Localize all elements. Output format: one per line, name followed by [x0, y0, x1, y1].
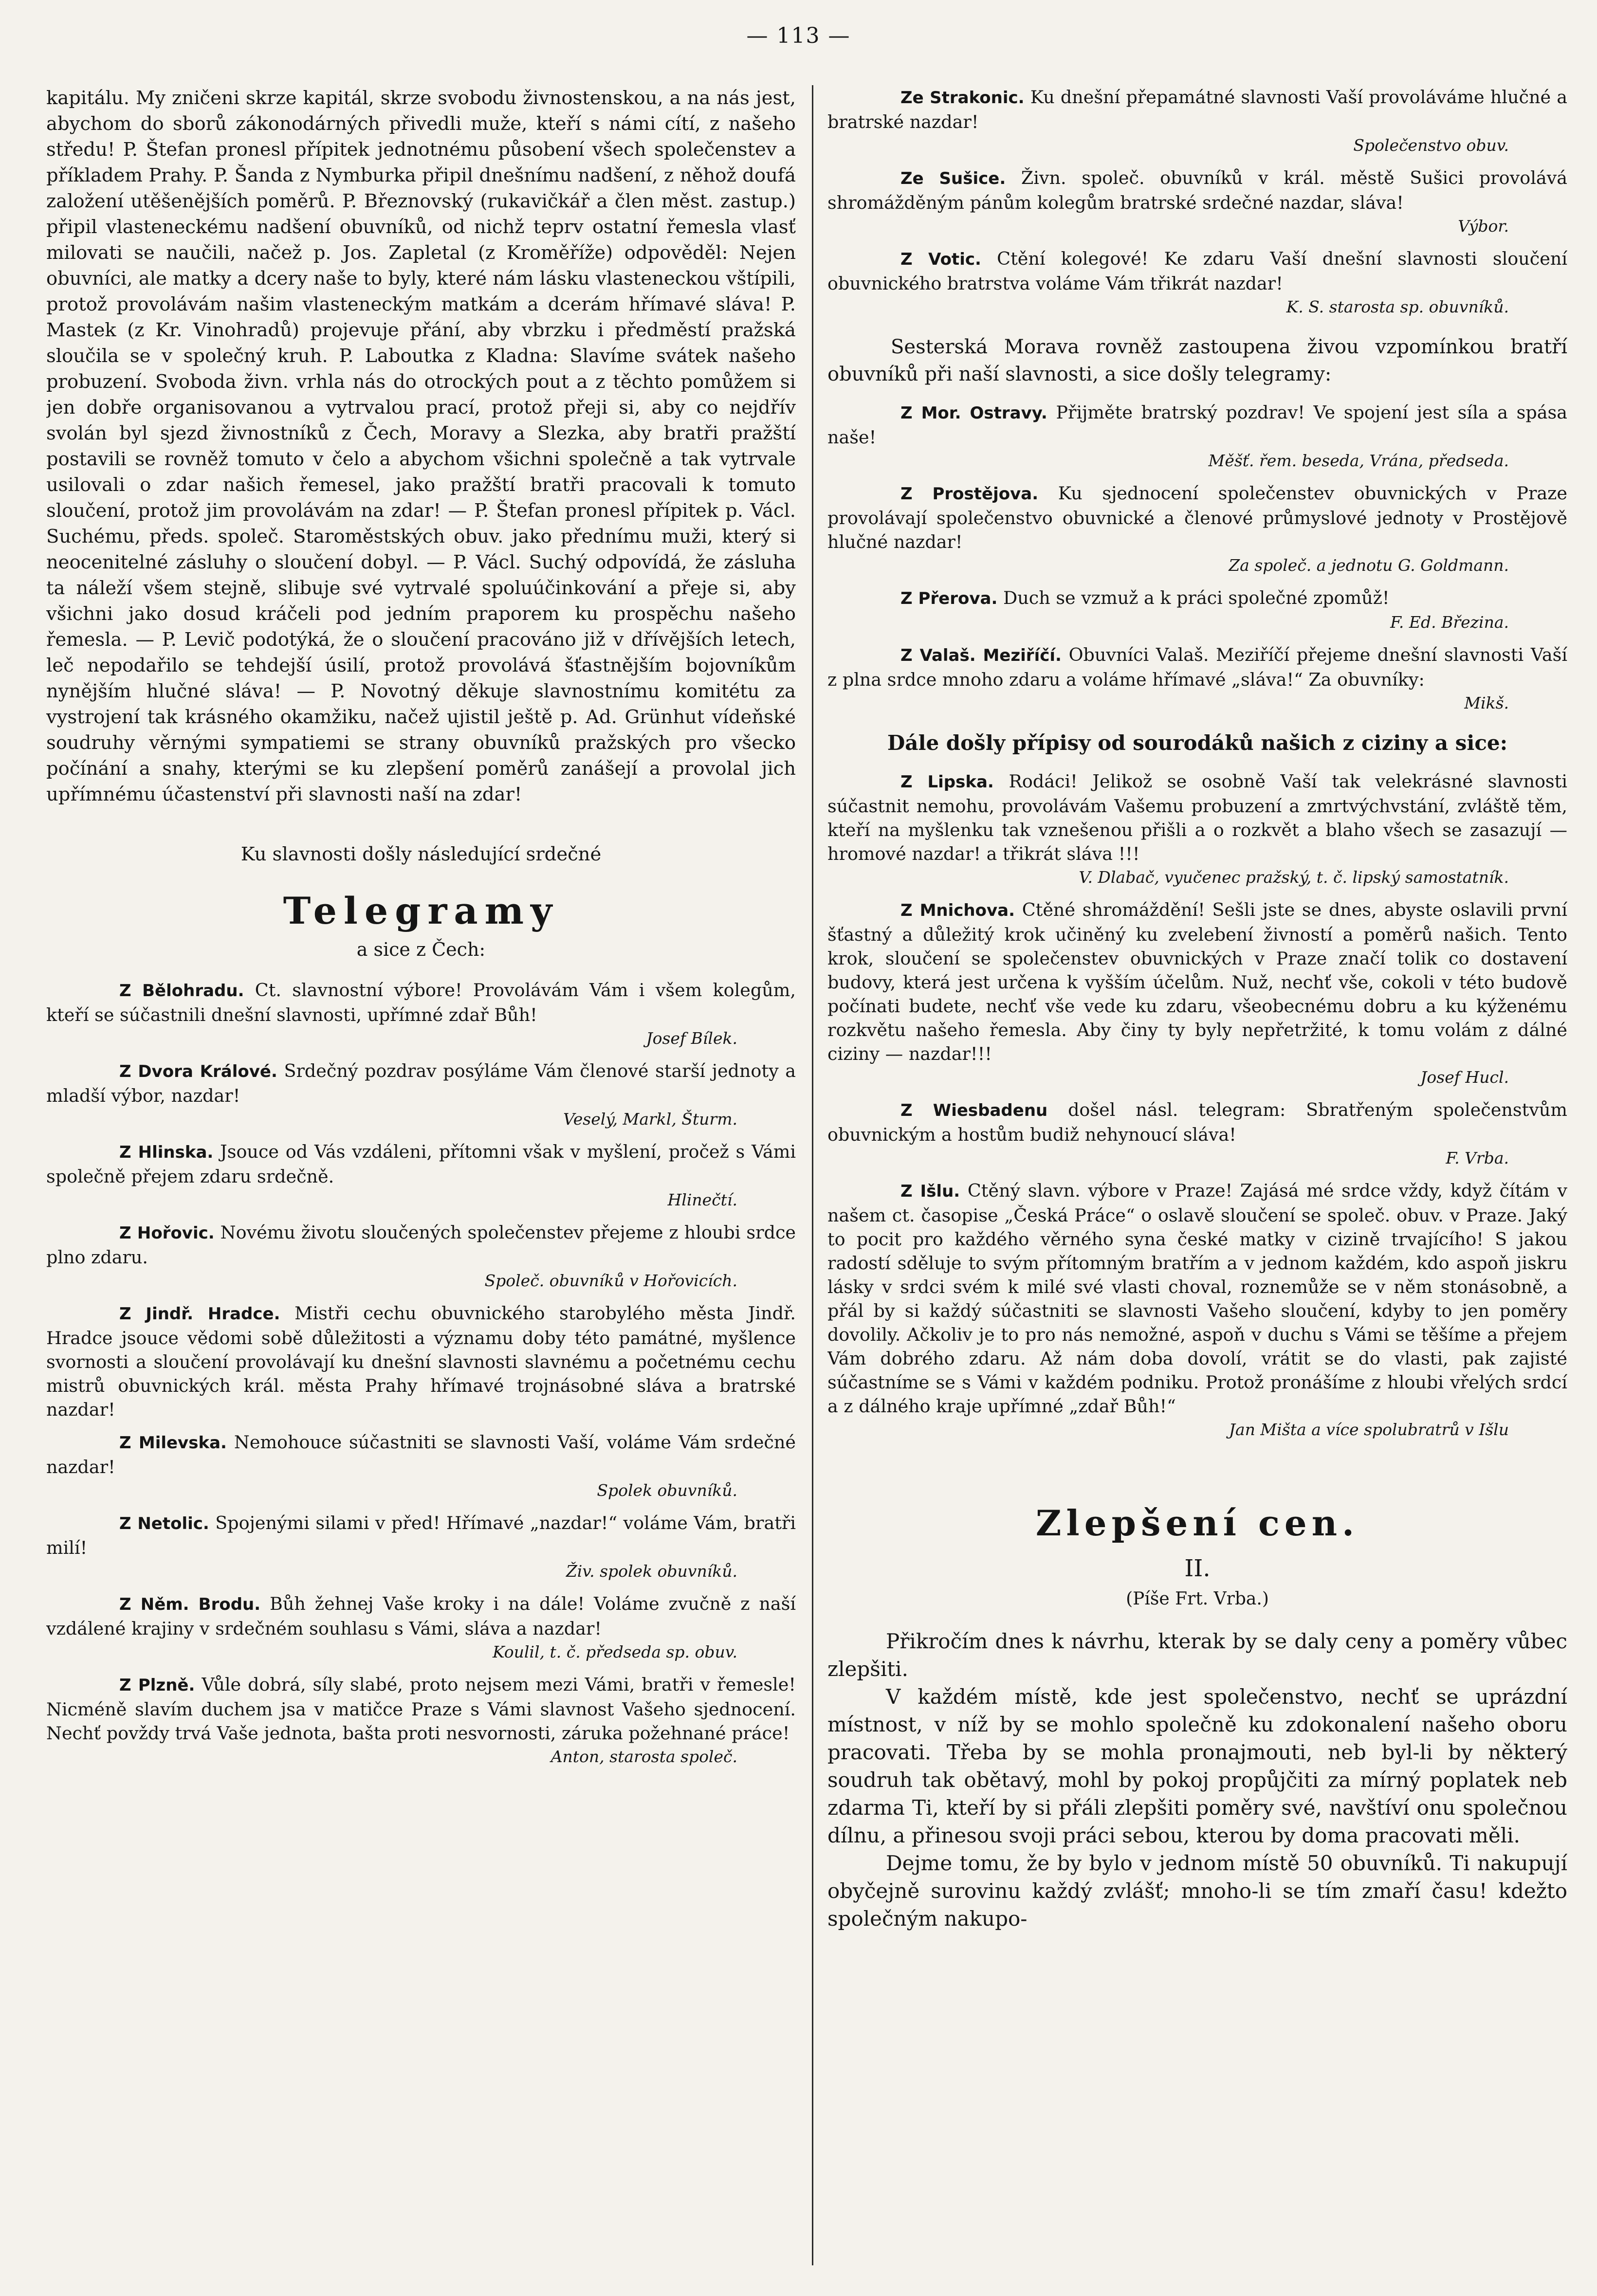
telegram-message: Novému životu sloučených společenstev přejeme z hloubi srdce plno zdaru.: [46, 1222, 796, 1268]
telegram-signature: Hlinečtí.: [667, 1190, 737, 1209]
telegram-list-bohemia: [46, 978, 796, 1768]
telegramy-heading: Telegramy: [283, 889, 559, 932]
telegram-text: [46, 1301, 796, 1421]
telegram-message: Bůh žehnej Vaše kroky i na dále! Voláme zvučně z naší vzdálené krajiny v srdečném souhlasu s Vámi, sláva a nazdar!: [46, 1593, 796, 1639]
telegram-signature: Měšť. řem. beseda, Vrána, předseda.: [1208, 451, 1509, 470]
telegram-message: došel násl. telegram: Sbratřeným společenstvům obuvnickým a hostům budiž nehynoucí sláva!: [827, 1099, 1567, 1145]
telegram-place: Z Wiesbadenu: [900, 1101, 1048, 1120]
telegram-signature: Mikš.: [1464, 693, 1509, 712]
telegram-text: [46, 978, 796, 1027]
telegram-place: Z Plzně.: [119, 1676, 195, 1695]
telegram-entry: [827, 247, 1567, 319]
telegram-entry: [46, 1592, 796, 1664]
telegram-entry: [827, 401, 1567, 473]
telegram-text: [827, 481, 1567, 554]
telegram-place: Z Prostějova.: [900, 484, 1039, 504]
article-part: II.: [1184, 1555, 1211, 1582]
telegram-entry: [827, 898, 1567, 1089]
telegram-signature: Jan Mišta a více spolubratrů v Išlu: [1229, 1420, 1509, 1439]
telegram-text: [827, 1179, 1567, 1418]
telegram-place: Ze Sušice.: [900, 169, 1006, 188]
article-paragraph: V každém místě, kde jest společenstvo, nechť se uprázdní místnost, v níž by se mohlo společně ku zdokonalení našeho oboru pracovati. Třeba by se mohla pronajmouti, neb byl-li by některý soudruh tak obětavý, mohl by pokoj propůjčiti za mírný poplatek neb zdarma Ti, kteří by si přáli zlepšiti poměry své, navštíví onu společnou dílnu, a přinesou svoji práci sebou, kterou by doma pracovati měli.: [827, 1685, 1567, 1847]
telegram-text: [46, 1430, 796, 1479]
telegram-signature: Živ. spolek obuvníků.: [566, 1562, 737, 1581]
telegram-entry: [46, 1059, 796, 1131]
telegram-entry: [827, 166, 1567, 238]
moravia-intro: Sesterská Morava rovněž zastoupena živou vzpomínkou bratří obuvníků při naší slavnosti, a sice došly telegramy:: [827, 336, 1567, 385]
telegram-message: Živn. společ. obuvníků v král. městě Sušici provolává shromážděným pánům kolegům bratrské srdečné nazdar, sláva!: [827, 167, 1567, 213]
page-number: — 113 —: [746, 23, 851, 48]
telegram-entry: [827, 586, 1567, 634]
telegram-list-moravia: [827, 401, 1567, 715]
telegram-place: Z Jindř. Hradce.: [119, 1304, 280, 1324]
telegram-entry: [827, 1098, 1567, 1170]
telegram-entry: [46, 1673, 796, 1768]
telegram-text: [46, 1221, 796, 1269]
telegram-entry: [827, 481, 1567, 577]
telegram-list-abroad: [827, 769, 1567, 1441]
telegram-place: Z Mor. Ostravy.: [900, 403, 1047, 423]
telegram-signature: Veselý, Markl, Šturm.: [563, 1110, 737, 1129]
telegram-message: Vůle dobrá, síly slabé, proto nejsem mezi Vámi, bratři v řemesle! Nicméně slavím duchem jsa v matičce Praze s Vámi slavnost Vašeho sjednocení. Nechť povždy trvá Vaše jednota, bašta proti nesvornosti, záruka požehnané práce!: [46, 1674, 796, 1744]
telegram-text: [46, 1673, 796, 1745]
telegram-intro: Ku slavnosti došly následující srdečné: [240, 843, 602, 865]
telegram-signature: F. Ed. Březina.: [1390, 613, 1509, 632]
telegram-message: Ct. slavnostní výbore! Provolávám Vám i všem kolegům, kteří se súčastnili dnešní slavnosti, upřímné zdař Bůh!: [46, 980, 796, 1025]
telegram-signature: V. Dlabač, vyučenec pražský, t. č. lipský samostatník.: [1079, 868, 1509, 887]
telegram-entry: [827, 643, 1567, 715]
toast-report-text: kapitálu. My zničeni skrze kapitál, skrze svobodu živnostenskou, a na nás jest, abychom do sborů zákonodárných přivedli muže, kteří s námi cítí, z našeho středu! P. Štefan pronesl přípitek jednotnému působení všech společenstev a příkladem Prahy. P. Šanda z Nymburka připil dnešnímu nadšení, z něhož doufá založení utěšenějších poměrů. P. Březnovský (rukavičkář a člen měst. zastup.) připil vlasteneckému nadšení obuvníků, od nichž teprv ostatní řemesla vlasť milovati se naučili, načež p. Jos. Zapletal (z Kroměříže) odpověděl: Nejen obuvníci, ale matky a dcery naše to byly, které nám lásku vlasteneckou vštípili, protož provolávám našim vlasteneckým matkám a dcerám hřímavé sláva! P. Mastek (z Kr. Vinohradů) projevuje přání, aby vbrzku i předměstí pražská sloučila se v společný kruh. P. Laboutka z Kladna: Slavíme svátek našeho probuzení. Svoboda živn. vrhla nás do otrockých pout a z těchto pomůžem si jen dobře organisovanou a vytrvalou prací, protož přeji si, aby co nejdřív svolán byl sjezd živnostníků z Čech, Moravy a Slezka, aby bratři pražští postavili se rovněž tomuto v čelo a abychom všichni společně a tak vytrvale usilovali o zdar našich řemesel, jako pražští bratři pracovali k tomuto sloučení, protož jim provolávám na zdar! — P. Štefan pronesl přípitek p. Václ. Suchému, předs. společ. Staroměstských obuv. jako přednímu muži, který si neocenitelné zásluhy o sloučení dobyl. — P. Václ. Suchý odpovídá, že zásluha ta náleží všem stejně, slibuje své vytrvalé spoluúčinkování a přeje si, aby všichni jako dosud kráčeli pod jedním praporem ku prospěchu našeho řemesla. — P. Levič podotýká, že o sloučení pracováno již v dřívějších letech, leč nepodařilo se tehdejší úsilí, protož provolává šťastnějším bojovníkům nynějším hlučné sláva! — P. Novotný děkuje slavnostnímu komitétu za vystrojení tak krásného okamžiku, načež ujistil ještě p. Ad. Grünhut vídeňské soudruhy věrnými sympatiemi se strany obuvníků pražských pro všecko počínání a snahy, kterými se ku zlepšení poměrů zanášejí a provolal jich upřímnému účastenství při slavnosti naší na zdar!: [46, 87, 796, 805]
telegram-signature: Josef Bílek.: [646, 1029, 737, 1048]
telegram-entry: [46, 1430, 796, 1502]
telegram-text: [827, 898, 1567, 1066]
left-column: [46, 85, 796, 2267]
telegram-message: Obuvníci Valaš. Meziříčí přejeme dnešní slavnosti Vaší z plna srdce mnoho zdaru a voláme hřímavé „sláva!“ Za obuvníky:: [827, 644, 1567, 690]
telegram-signature: Spolek obuvníků.: [597, 1481, 737, 1500]
article-byline: (Píše Frt. Vrba.): [1126, 1589, 1269, 1609]
telegram-text: [827, 401, 1567, 449]
article-paragraph: Dejme tomu, že by bylo v jednom místě 50 obuvníků. Ti nakupují obyčejně surovinu každý zvlášť; mnoho-li se tím zmaří času! kdežto společným nakupo-: [827, 1851, 1567, 1931]
telegram-entry: [827, 85, 1567, 157]
telegram-entry: [827, 1179, 1567, 1441]
telegram-message: Přijměte bratrský pozdrav! Ve spojení jest síla a spása naše!: [827, 402, 1567, 448]
telegram-place: Z Netolic.: [119, 1514, 209, 1533]
article-paragraph: Přikročím dnes k návrhu, kterak by se daly ceny a poměry vůbec zlepšiti.: [827, 1629, 1567, 1681]
telegram-signature: Anton, starosta společ.: [551, 1747, 737, 1766]
telegram-place: Ze Strakonic.: [900, 88, 1025, 108]
telegram-place: Z Valaš. Meziříčí.: [900, 646, 1062, 665]
telegram-text: [46, 1511, 796, 1560]
telegram-message: Ku dnešní přepamátné slavnosti Vaší provoláváme hlučné a bratrské nazdar!: [827, 87, 1567, 132]
article-title: Zlepšení cen.: [1035, 1502, 1359, 1544]
telegram-text: [46, 1140, 796, 1188]
telegram-text: [46, 1592, 796, 1640]
telegram-place: Z Votic.: [900, 250, 981, 269]
telegram-signature: Koulil, t. č. předseda sp. obuv.: [492, 1642, 737, 1661]
telegram-text: [827, 85, 1567, 134]
telegram-place: Z Lipska.: [900, 772, 994, 792]
telegram-place: Z Dvora Králové.: [119, 1062, 277, 1081]
telegram-place: Z Hořovic.: [119, 1223, 215, 1243]
telegram-entry: [46, 1511, 796, 1583]
telegram-text: [827, 643, 1567, 692]
telegram-place: Z Mnichova.: [900, 901, 1015, 920]
telegram-signature: Výbor.: [1458, 217, 1509, 236]
telegram-place: Z Bělohradu.: [119, 981, 244, 1001]
telegram-text: [827, 769, 1567, 866]
telegram-signature: Společenstvo obuv.: [1353, 136, 1509, 155]
abroad-intro: Dále došly přípisy od sourodáků našich z ciziny a sice:: [887, 731, 1508, 755]
telegram-text: [827, 247, 1567, 295]
telegram-text: [827, 586, 1567, 611]
article-body: [827, 1627, 1567, 1932]
telegram-place: Z Něm. Brodu.: [119, 1595, 261, 1614]
telegram-list-bohemia-cont: [827, 85, 1567, 319]
telegram-text: [46, 1059, 796, 1108]
telegram-entry: [46, 1221, 796, 1293]
right-column: [827, 85, 1567, 2267]
telegram-place: Z Přerova.: [900, 589, 998, 608]
telegram-message: Nemohouce súčastniti se slavnosti Vaší, voláme Vám srdečné nazdar!: [46, 1432, 796, 1477]
telegram-message: Ku sjednocení společenstev obuvnických v Praze provolávají společenstvo obuvnické a členové průmyslové jednoty v Prostějově hlučné nazdar!: [827, 483, 1567, 552]
telegram-place: Z Hlinska.: [119, 1143, 214, 1162]
telegram-message: Duch se vzmuž a k práci společné zpomůž!: [1003, 587, 1390, 608]
telegram-message: Ctění kolegové! Ke zdaru Vaší dnešní slavnosti sloučení obuvnického bratrstva voláme Vám třikrát nazdar!: [827, 248, 1567, 294]
telegram-message: Mistři cechu obuvnického starobylého města Jindř. Hradce jsouce vědomi sobě důležitosti a významu doby této památné, myšlence svornosti a sloučení provolávají ku dnešní slavnosti slavnému a početnému cechu mistrů obuvnických král. města Prahy hřímavé trojnásobné sláva a bratrské nazdar!: [46, 1303, 796, 1420]
telegram-entry: [46, 1301, 796, 1421]
telegram-place: Z Milevska.: [119, 1433, 227, 1453]
telegram-message: Spojenými silami v před! Hřímavé „nazdar!“ voláme Vám, bratři milí!: [46, 1512, 796, 1558]
column-divider: [812, 85, 813, 2265]
telegram-text: [827, 166, 1567, 215]
telegram-message: Rodáci! Jelikož se osobně Vaší tak velekrásné slavnosti súčastnit nemohu, provolávám Vašemu probuzení a zmrtvýchvstání, zvláště těm, kteří na myšlenku tak vznešenou přišli a o rozkvět a blaho všech se zasazují — hromové nazdar! a třikrát sláva !!!: [827, 771, 1567, 864]
telegram-signature: Josef Hucl.: [1420, 1068, 1509, 1087]
telegram-entry: [46, 1140, 796, 1212]
telegram-entry: [46, 978, 796, 1050]
page-number-value: 113: [776, 23, 821, 48]
telegramy-subheading: a sice z Čech:: [356, 939, 486, 960]
telegram-signature: Za společ. a jednotu G. Goldmann.: [1229, 556, 1509, 575]
telegram-signature: Společ. obuvníků v Hořovicích.: [484, 1271, 737, 1290]
telegram-text: [827, 1098, 1567, 1147]
telegram-signature: F. Vrba.: [1446, 1148, 1509, 1167]
telegram-signature: K. S. starosta sp. obuvníků.: [1286, 297, 1509, 316]
telegram-entry: [827, 769, 1567, 889]
telegram-message: Ctěné shromáždění! Sešli jste se dnes, abyste oslavili první šťastný a důležitý krok učiněný ku zvelebení živností a poměrů našich. Tento krok, sloučení se společenstev obuvnických v Praze značí tolik co dostavení budovy, která jest určena k vyšším účelům. Nuž, nechť vše, cokoli v této budově počínati budete, nechť vše vede ku zdaru, všeobecnému dobru a ku kýženému rozkvětu našeho řemesla. Aby činy ty byly nepřetržité, k tomu volám z dálné ciziny — nazdar!!!: [827, 899, 1567, 1064]
telegram-message: Ctěný slavn. výbore v Praze! Zajásá mé srdce vždy, když čítám v našem ct. časopise „Česká Práce“ o oslavě sloučení se společ. obuv. v Praze. Jaký to pocit pro každého věrného syna české matky v cizině trvajícího! S jakou radostí sděluje to svým přítomným bratřím a v jednom každém, kdo aspoň jiskru lásky v srdci svém k milé své vlasti choval, roznemůže se v něm stonásobně, a přál by si každý súčastniti se slavnosti Vašeho sloučení, kdyby to jen poměry dovolily. Ačkoliv je to pro nás nemožné, aspoň v duchu s Vámi se těšíme a přejem Vám dobrého zdaru. Až nám doba dovolí, vrátit se do vlasti, pak zajisté súčastníme se s Vámi v každém podniku. Protož pronášíme z hloubi vřelých srdcí a z dálného kraje upřímné „zdař Bůh!“: [827, 1180, 1567, 1417]
telegram-message: Jsouce od Vás vzdáleni, přítomni však v myšlení, pročež s Vámi společně přejem zdaru srdečně.: [46, 1141, 796, 1187]
telegram-place: Z Išlu.: [900, 1182, 960, 1201]
telegram-message: Srdečný pozdrav posýláme Vám členové starší jednoty a mladší výbor, nazdar!: [46, 1060, 796, 1106]
